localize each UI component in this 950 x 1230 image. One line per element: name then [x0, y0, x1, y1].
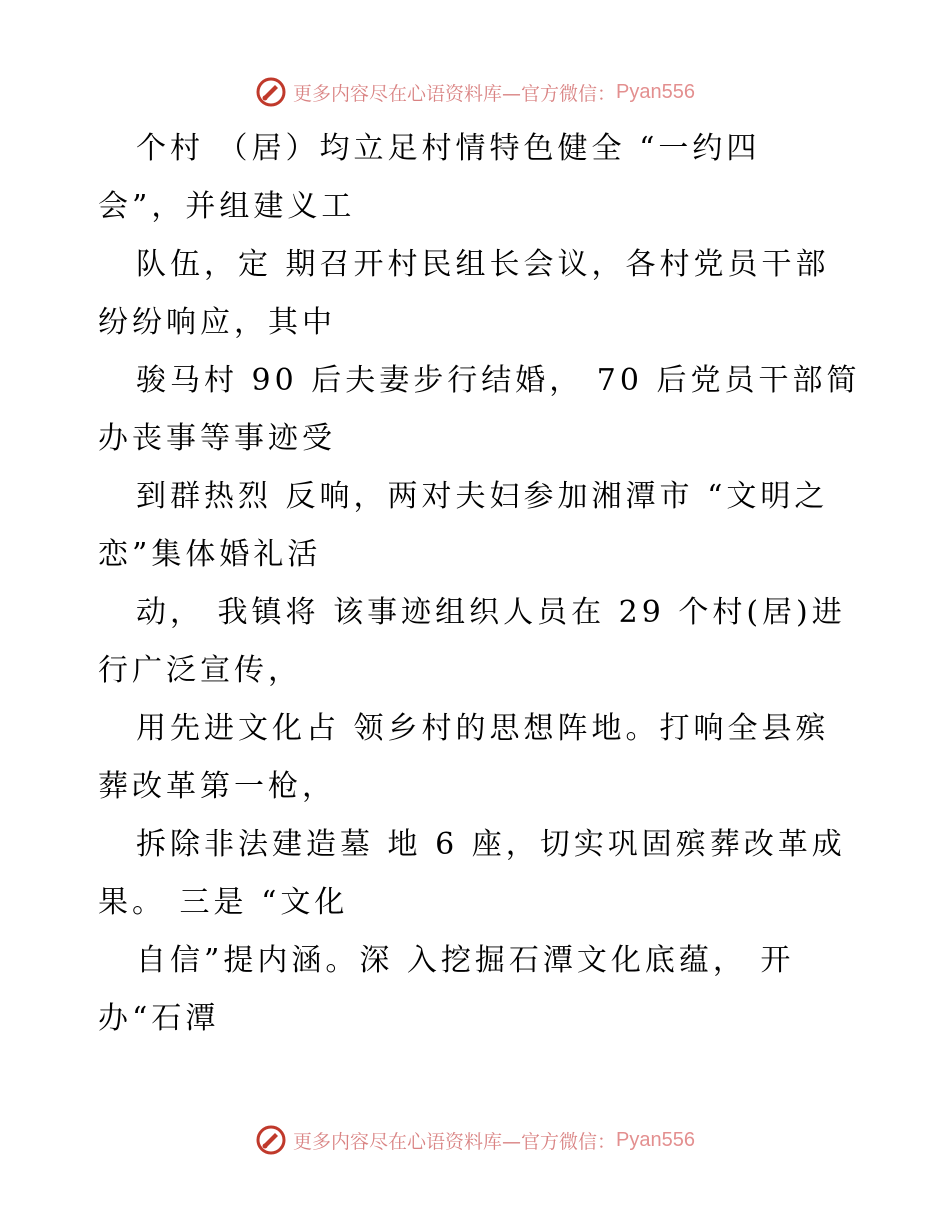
watermark-text: 更多内容尽在心语资料库—官方微信： [293, 82, 617, 105]
text-line: 办“石潭 [98, 1001, 220, 1036]
text-line: 拆除非法建造墓 地 6 座，切实巩固殡葬改革成 [136, 827, 846, 862]
text-line: 自信”提内涵。深 入挖掘石潭文化底蕴， 开 [136, 943, 795, 978]
text-line: 到群热烈 反响，两对夫妇参加湘潭市 “文明之 [136, 479, 829, 514]
text-line: 骏马村 90 后夫妻步行结婚， 70 后党员干部简 [136, 363, 861, 398]
text-line: 果。 三是 “文化 [98, 885, 349, 920]
logo-icon [255, 1124, 287, 1156]
text-line: 纷纷响应，其中 [98, 305, 336, 340]
text-line: 动， 我镇将 该事迹组织人员在 29 个村(居)进 [136, 595, 846, 630]
text-line: 用先进文化占 领乡村的思想阵地。打响全县殡 [136, 711, 830, 746]
text-line: 办丧事等事迹受 [98, 421, 336, 456]
text-line: 行广泛宣传， [98, 653, 302, 688]
text-line: 葬改革第一枪， [98, 769, 336, 804]
text-line: 个村 （居）均立足村情特色健全 “一约四 [136, 131, 761, 166]
watermark-wechat-id: Pyan556 [616, 1128, 695, 1151]
footer-watermark [0, 1120, 950, 1160]
text-line: 会”，并组建义工 [98, 189, 356, 224]
text-line: 队伍，定 期召开村民组长会议，各村党员干部 [136, 247, 830, 282]
logo-icon [255, 76, 287, 108]
watermark-text: 更多内容尽在心语资料库—官方微信： [293, 1130, 617, 1153]
header-watermark [0, 72, 950, 112]
text-line: 恋”集体婚礼活 [98, 537, 322, 572]
watermark-wechat-id: Pyan556 [616, 80, 695, 103]
